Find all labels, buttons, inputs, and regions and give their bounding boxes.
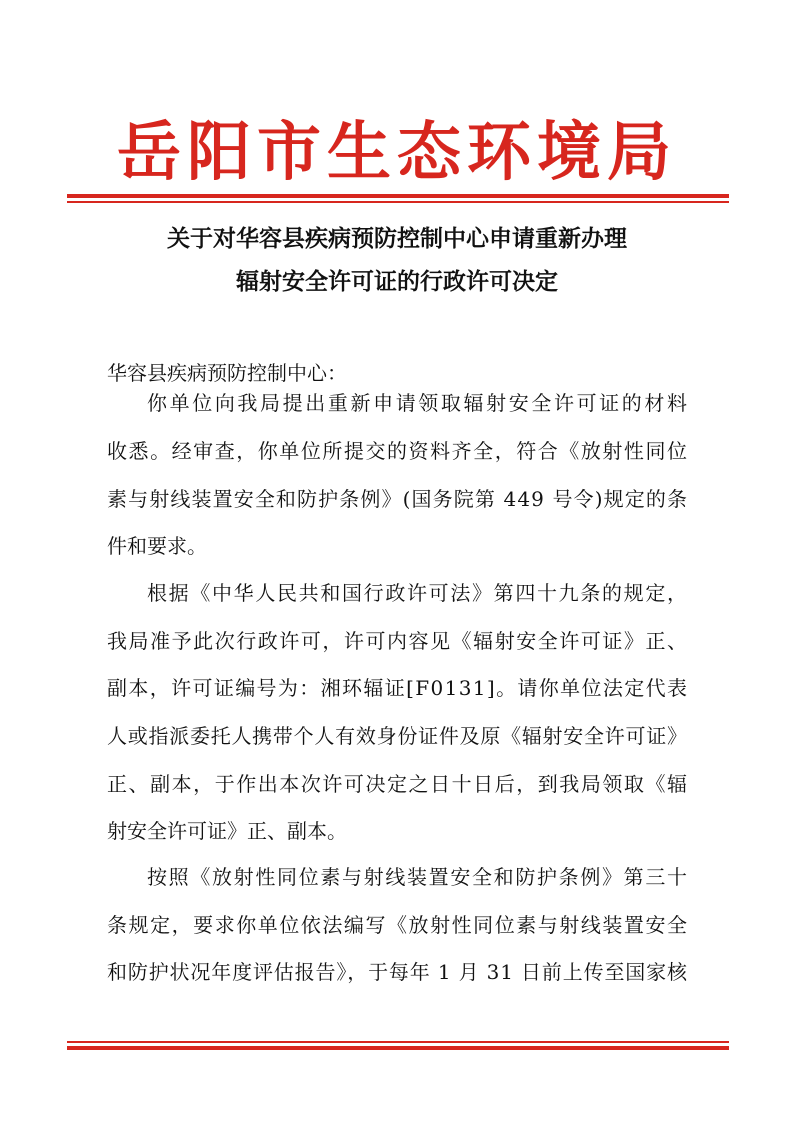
paragraph-line: 我局准予此次行政许可，许可内容见《辐射安全许可证》正、	[107, 629, 689, 653]
document-title-line-2: 辐射安全许可证的行政许可决定	[236, 269, 558, 295]
paragraph-line: 人或指派委托人携带个人有效身份证件及原《辐射安全许可证》	[107, 724, 688, 748]
header-rule-thick	[67, 194, 729, 198]
letterhead-org-name: 岳阳市生态环境局	[117, 115, 677, 190]
document-title-line-1: 关于对华容县疾病预防控制中心申请重新办理	[167, 226, 627, 252]
paragraph-line: 正、副本，于作出本次许可决定之日十日后，到我局领取《辐	[107, 772, 689, 796]
footer-rule-thick	[67, 1046, 729, 1050]
paragraph-line: 和防护状况年度评估报告》，于每年 1 月 31 日前上传至国家核	[107, 960, 688, 984]
paragraph-line: 按照《放射性同位素与射线装置安全和防护条例》第三十	[147, 865, 689, 889]
paragraph-line: 条规定，要求你单位依法编写《放射性同位素与射线装置安全	[107, 913, 689, 937]
paragraph-line: 副本，许可证编号为：湘环辐证[F0131]。请你单位法定代表	[107, 676, 689, 700]
salutation: 华容县疾病预防控制中心：	[107, 361, 347, 385]
footer-rule-thin	[67, 1041, 729, 1043]
paragraph-line: 素与射线装置安全和防护条例》(国务院第 449 号令)规定的条	[107, 487, 689, 511]
paragraph-line: 收悉。经审查，你单位所提交的资料齐全，符合《放射性同位	[107, 439, 689, 463]
paragraph-line: 射安全许可证》正、副本。	[107, 819, 347, 843]
paragraph-line: 根据《中华人民共和国行政许可法》第四十九条的规定，	[147, 581, 689, 605]
header-rule-thin	[67, 201, 729, 203]
paragraph-line: 你单位向我局提出重新申请领取辐射安全许可证的材料	[147, 391, 690, 415]
paragraph-line: 件和要求。	[107, 534, 207, 558]
